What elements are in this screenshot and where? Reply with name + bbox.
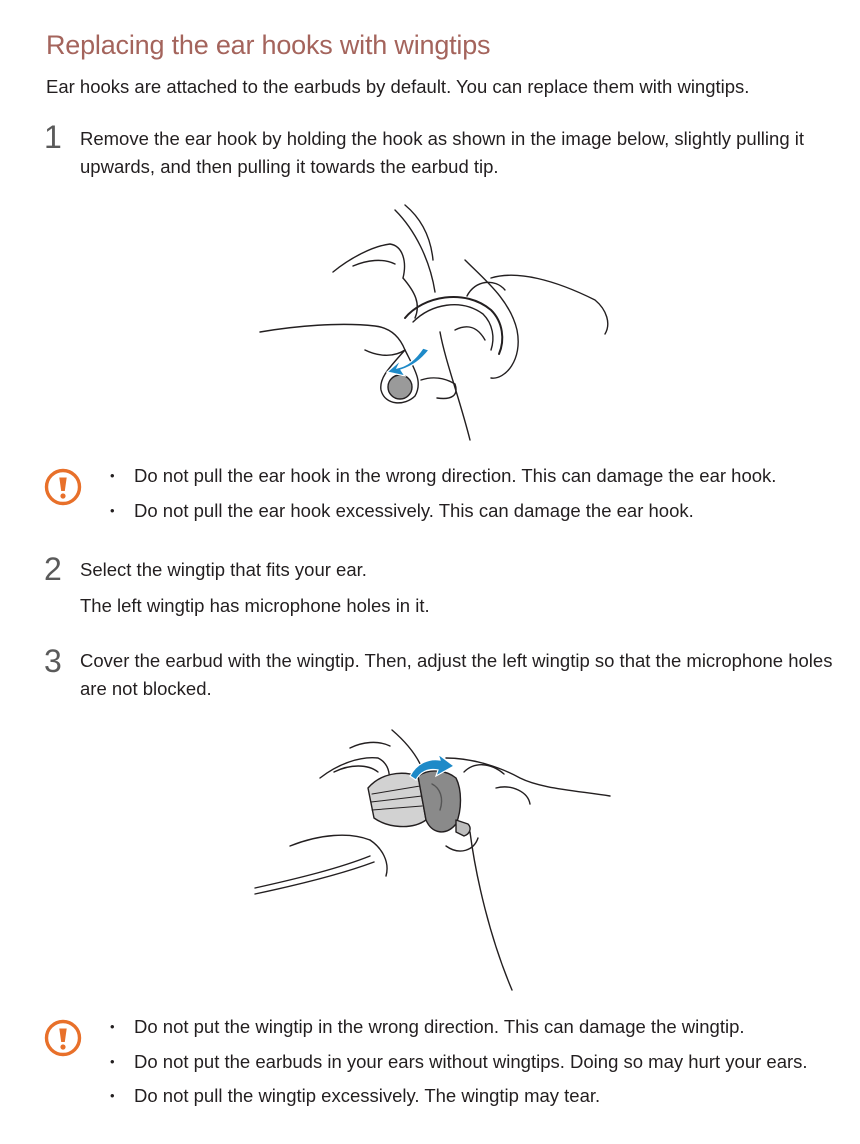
caution-icon bbox=[43, 467, 83, 507]
step-3-number: 3 bbox=[44, 643, 62, 679]
page-title: Replacing the ear hooks with wingtips bbox=[46, 30, 491, 60]
attach-wingtip-illustration bbox=[250, 728, 625, 996]
caution-item: • Do not put the earbuds in your ears without wingtips. Doing so may hurt your ears. bbox=[108, 1045, 808, 1080]
caution-item: • Do not put the wingtip in the wrong direction. This can damage the wingtip. bbox=[108, 1010, 808, 1045]
caution-icon bbox=[43, 1018, 83, 1058]
caution-list-2 bbox=[108, 1010, 808, 1114]
step-1-text: Remove the ear hook by holding the hook as shown in the image below, slightly pulling it upwards, and then pulling it towards the earbud tip. bbox=[80, 128, 804, 177]
step-2-note: The left wingtip has microphone holes in it. bbox=[80, 595, 430, 616]
step-3-text: Cover the earbud with the wingtip. Then, adjust the left wingtip so that the microphone holes are not blocked. bbox=[80, 650, 833, 699]
direction-arrow-icon bbox=[387, 348, 429, 376]
caution-item: • Do not pull the ear hook in the wrong direction. This can damage the ear hook. bbox=[108, 459, 776, 494]
intro-text: Ear hooks are attached to the earbuds by default. You can replace them with wingtips. bbox=[46, 76, 750, 97]
step-2-text: Select the wingtip that fits your ear. bbox=[80, 559, 367, 580]
step-2-number: 2 bbox=[44, 551, 62, 587]
caution-list-1 bbox=[108, 459, 776, 528]
caution-item: • Do not pull the ear hook excessively. This can damage the ear hook. bbox=[108, 494, 776, 529]
step-1-number: 1 bbox=[44, 119, 62, 155]
caution-item: • Do not pull the wingtip excessively. The wingtip may tear. bbox=[108, 1079, 808, 1114]
remove-ear-hook-illustration bbox=[255, 200, 620, 445]
